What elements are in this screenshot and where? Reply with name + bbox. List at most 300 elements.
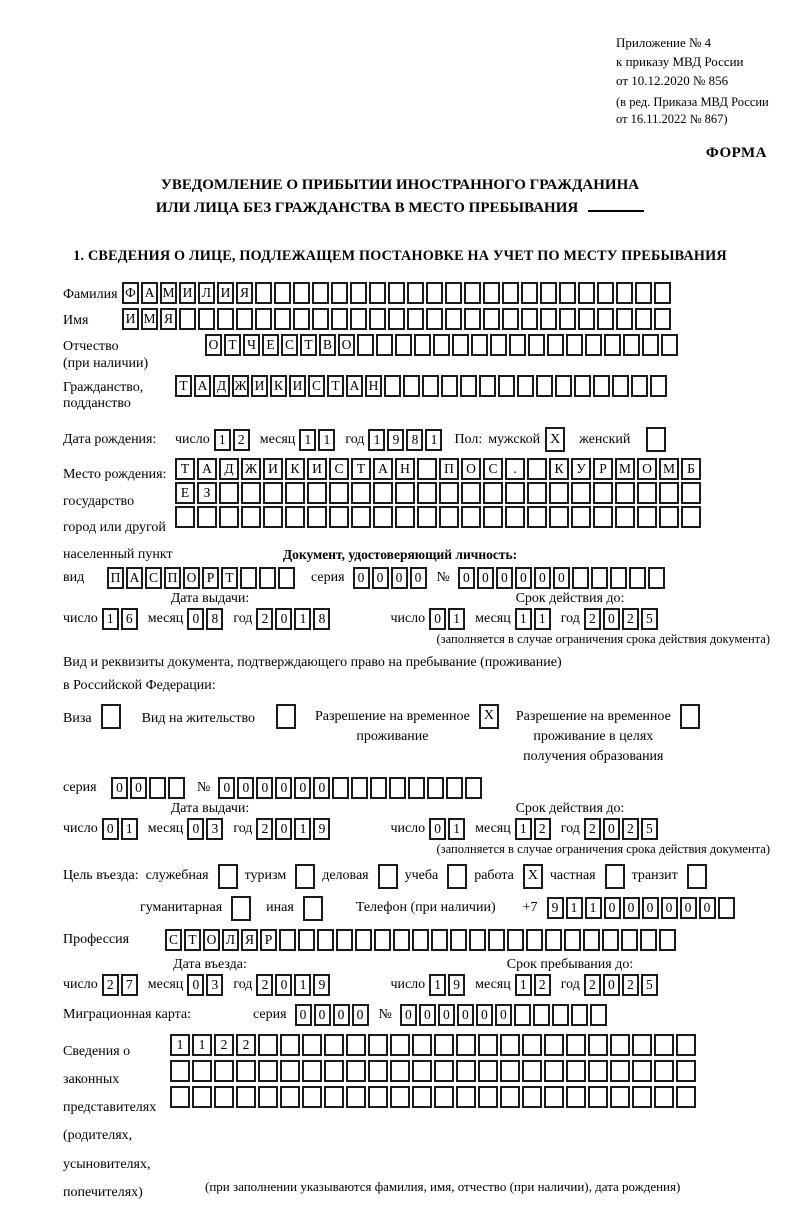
char-box[interactable]: 0 [275, 974, 292, 996]
char-box[interactable] [412, 1060, 432, 1082]
char-box[interactable]: 0 [603, 608, 620, 630]
char-box[interactable] [434, 1034, 454, 1056]
char-box[interactable] [368, 1034, 388, 1056]
char-box[interactable]: 0 [515, 567, 532, 589]
char-box[interactable] [369, 282, 386, 304]
char-box[interactable] [593, 506, 613, 528]
char-box[interactable] [168, 777, 185, 799]
char-box[interactable] [368, 1060, 388, 1082]
char-box[interactable] [312, 282, 329, 304]
char-box[interactable] [540, 308, 557, 330]
char-box[interactable]: С [281, 334, 298, 356]
char-box[interactable] [278, 567, 295, 589]
char-box[interactable] [483, 482, 503, 504]
char-box[interactable] [522, 1060, 542, 1082]
char-box[interactable]: 9 [313, 818, 330, 840]
char-box[interactable] [527, 458, 547, 480]
char-box[interactable]: О [183, 567, 200, 589]
char-box[interactable]: 0 [314, 1004, 331, 1026]
char-box[interactable] [198, 308, 215, 330]
char-box[interactable] [602, 929, 619, 951]
char-box[interactable]: К [285, 458, 305, 480]
char-box[interactable] [317, 929, 334, 951]
char-box[interactable] [681, 482, 701, 504]
residence-permit-checkbox[interactable] [276, 704, 296, 729]
sex-male-checkbox[interactable]: X [545, 427, 565, 452]
char-box[interactable] [324, 1060, 344, 1082]
char-box[interactable]: 2 [256, 974, 273, 996]
char-box[interactable]: Л [222, 929, 239, 951]
char-box[interactable]: 1 [294, 974, 311, 996]
char-box[interactable] [528, 334, 545, 356]
char-box[interactable]: О [338, 334, 355, 356]
char-box[interactable]: 1 [368, 429, 385, 451]
char-box[interactable]: 0 [187, 974, 204, 996]
char-box[interactable]: С [329, 458, 349, 480]
char-box[interactable]: 2 [622, 818, 639, 840]
char-box[interactable]: 0 [495, 1004, 512, 1026]
char-box[interactable] [659, 506, 679, 528]
char-box[interactable] [505, 506, 525, 528]
char-box[interactable] [263, 506, 283, 528]
char-box[interactable] [571, 482, 591, 504]
char-box[interactable]: С [483, 458, 503, 480]
char-box[interactable] [331, 308, 348, 330]
char-box[interactable] [217, 308, 234, 330]
char-box[interactable] [500, 1086, 520, 1108]
char-box[interactable] [219, 482, 239, 504]
char-box[interactable] [170, 1086, 190, 1108]
char-box[interactable] [616, 282, 633, 304]
char-box[interactable] [302, 1086, 322, 1108]
char-box[interactable]: 8 [406, 429, 423, 451]
char-box[interactable] [445, 308, 462, 330]
char-box[interactable]: 0 [603, 818, 620, 840]
char-box[interactable] [280, 1086, 300, 1108]
char-box[interactable] [478, 1034, 498, 1056]
char-box[interactable]: И [263, 458, 283, 480]
char-box[interactable] [593, 375, 610, 397]
char-box[interactable] [259, 567, 276, 589]
char-box[interactable] [559, 282, 576, 304]
char-box[interactable] [258, 1034, 278, 1056]
char-box[interactable]: 0 [458, 567, 475, 589]
char-box[interactable]: Ж [232, 375, 249, 397]
char-box[interactable] [373, 506, 393, 528]
char-box[interactable] [478, 1060, 498, 1082]
char-box[interactable] [285, 482, 305, 504]
char-box[interactable]: 2 [214, 1034, 234, 1056]
char-box[interactable] [280, 1034, 300, 1056]
char-box[interactable] [676, 1060, 696, 1082]
char-box[interactable] [547, 334, 564, 356]
char-box[interactable]: 5 [641, 608, 658, 630]
char-box[interactable] [329, 482, 349, 504]
char-box[interactable]: Е [262, 334, 279, 356]
char-box[interactable]: З [197, 482, 217, 504]
char-box[interactable] [640, 929, 657, 951]
char-box[interactable] [610, 1086, 630, 1108]
temp-residence-checkbox[interactable]: X [479, 704, 499, 729]
char-box[interactable] [179, 308, 196, 330]
char-box[interactable] [312, 308, 329, 330]
char-box[interactable]: 9 [448, 974, 465, 996]
char-box[interactable]: 0 [218, 777, 235, 799]
char-box[interactable] [298, 929, 315, 951]
char-box[interactable] [427, 777, 444, 799]
char-box[interactable]: 0 [294, 777, 311, 799]
char-box[interactable] [615, 506, 635, 528]
char-box[interactable]: 2 [584, 974, 601, 996]
char-box[interactable] [637, 482, 657, 504]
char-box[interactable]: 0 [476, 1004, 493, 1026]
char-box[interactable]: 2 [534, 974, 551, 996]
char-box[interactable]: Т [175, 375, 192, 397]
char-box[interactable]: 2 [233, 429, 250, 451]
char-box[interactable]: И [251, 375, 268, 397]
char-box[interactable] [389, 777, 406, 799]
char-box[interactable] [351, 506, 371, 528]
char-box[interactable]: Т [184, 929, 201, 951]
char-box[interactable] [456, 1034, 476, 1056]
char-box[interactable] [285, 506, 305, 528]
char-box[interactable] [445, 282, 462, 304]
char-box[interactable] [521, 308, 538, 330]
char-box[interactable] [469, 929, 486, 951]
char-box[interactable]: Р [260, 929, 277, 951]
char-box[interactable] [676, 1086, 696, 1108]
char-box[interactable]: 1 [515, 608, 532, 630]
char-box[interactable] [635, 282, 652, 304]
char-box[interactable]: Н [365, 375, 382, 397]
char-box[interactable]: Я [236, 282, 253, 304]
char-box[interactable]: В [319, 334, 336, 356]
char-box[interactable]: 0 [410, 567, 427, 589]
char-box[interactable] [654, 1060, 674, 1082]
char-box[interactable] [544, 1060, 564, 1082]
char-box[interactable] [718, 897, 735, 919]
char-box[interactable]: Я [241, 929, 258, 951]
char-box[interactable] [346, 1060, 366, 1082]
char-box[interactable] [450, 929, 467, 951]
char-box[interactable] [536, 375, 553, 397]
char-box[interactable] [324, 1086, 344, 1108]
char-box[interactable] [307, 506, 327, 528]
char-box[interactable]: 0 [642, 897, 659, 919]
char-box[interactable]: 1 [170, 1034, 190, 1056]
purpose-humanitarian-checkbox[interactable] [231, 896, 251, 921]
char-box[interactable] [502, 308, 519, 330]
char-box[interactable] [591, 567, 608, 589]
char-box[interactable]: А [194, 375, 211, 397]
char-box[interactable] [414, 334, 431, 356]
char-box[interactable] [597, 308, 614, 330]
char-box[interactable] [593, 482, 613, 504]
char-box[interactable]: 1 [214, 429, 231, 451]
char-box[interactable]: А [346, 375, 363, 397]
char-box[interactable]: 0 [699, 897, 716, 919]
char-box[interactable] [426, 308, 443, 330]
char-box[interactable] [478, 1086, 498, 1108]
char-box[interactable] [263, 482, 283, 504]
char-box[interactable]: 3 [206, 974, 223, 996]
char-box[interactable] [355, 929, 372, 951]
char-box[interactable]: 0 [130, 777, 147, 799]
char-box[interactable] [407, 308, 424, 330]
char-box[interactable]: 6 [121, 608, 138, 630]
char-box[interactable] [588, 1034, 608, 1056]
char-box[interactable] [527, 506, 547, 528]
char-box[interactable] [500, 1034, 520, 1056]
char-box[interactable] [549, 506, 569, 528]
char-box[interactable]: 0 [295, 1004, 312, 1026]
char-box[interactable]: 3 [206, 818, 223, 840]
char-box[interactable] [650, 375, 667, 397]
char-box[interactable] [522, 1034, 542, 1056]
char-box[interactable]: М [141, 308, 158, 330]
char-box[interactable]: 1 [515, 974, 532, 996]
char-box[interactable] [509, 334, 526, 356]
char-box[interactable]: 1 [448, 818, 465, 840]
char-box[interactable]: И [217, 282, 234, 304]
char-box[interactable] [574, 375, 591, 397]
char-box[interactable] [258, 1060, 278, 1082]
char-box[interactable] [572, 567, 589, 589]
char-box[interactable]: О [203, 929, 220, 951]
char-box[interactable]: О [461, 458, 481, 480]
char-box[interactable] [610, 1034, 630, 1056]
char-box[interactable] [241, 506, 261, 528]
char-box[interactable]: С [308, 375, 325, 397]
char-box[interactable] [417, 482, 437, 504]
char-box[interactable] [214, 1060, 234, 1082]
char-box[interactable]: Т [327, 375, 344, 397]
char-box[interactable]: 2 [256, 818, 273, 840]
char-box[interactable]: С [145, 567, 162, 589]
purpose-private-checkbox[interactable] [605, 864, 625, 889]
char-box[interactable] [654, 308, 671, 330]
char-box[interactable]: 1 [318, 429, 335, 451]
char-box[interactable] [384, 375, 401, 397]
char-box[interactable]: 0 [400, 1004, 417, 1026]
char-box[interactable]: 2 [102, 974, 119, 996]
char-box[interactable] [488, 929, 505, 951]
char-box[interactable] [403, 375, 420, 397]
char-box[interactable]: 0 [680, 897, 697, 919]
char-box[interactable]: 2 [584, 818, 601, 840]
char-box[interactable]: К [270, 375, 287, 397]
char-box[interactable] [192, 1060, 212, 1082]
char-box[interactable]: П [439, 458, 459, 480]
char-box[interactable] [610, 567, 627, 589]
char-box[interactable] [544, 1034, 564, 1056]
char-box[interactable] [555, 375, 572, 397]
char-box[interactable] [578, 282, 595, 304]
char-box[interactable] [629, 567, 646, 589]
char-box[interactable] [588, 1086, 608, 1108]
char-box[interactable] [490, 334, 507, 356]
purpose-official-checkbox[interactable] [218, 864, 238, 889]
char-box[interactable] [471, 334, 488, 356]
char-box[interactable] [351, 482, 371, 504]
char-box[interactable] [395, 506, 415, 528]
char-box[interactable] [412, 929, 429, 951]
char-box[interactable] [604, 334, 621, 356]
char-box[interactable]: П [164, 567, 181, 589]
char-box[interactable] [661, 334, 678, 356]
char-box[interactable]: 0 [333, 1004, 350, 1026]
char-box[interactable] [648, 567, 665, 589]
char-box[interactable] [149, 777, 166, 799]
char-box[interactable] [585, 334, 602, 356]
char-box[interactable]: 0 [419, 1004, 436, 1026]
char-box[interactable] [566, 334, 583, 356]
char-box[interactable] [632, 1034, 652, 1056]
char-box[interactable] [390, 1060, 410, 1082]
char-box[interactable] [395, 334, 412, 356]
char-box[interactable] [393, 929, 410, 951]
char-box[interactable] [500, 1060, 520, 1082]
edu-residence-checkbox[interactable] [680, 704, 700, 729]
char-box[interactable] [192, 1086, 212, 1108]
char-box[interactable]: 9 [547, 897, 564, 919]
char-box[interactable]: 1 [425, 429, 442, 451]
char-box[interactable] [659, 482, 679, 504]
char-box[interactable]: 2 [622, 974, 639, 996]
char-box[interactable]: . [505, 458, 525, 480]
char-box[interactable] [632, 1060, 652, 1082]
char-box[interactable]: 1 [566, 897, 583, 919]
char-box[interactable] [578, 308, 595, 330]
char-box[interactable] [170, 1060, 190, 1082]
char-box[interactable]: 8 [206, 608, 223, 630]
char-box[interactable]: 1 [585, 897, 602, 919]
char-box[interactable] [441, 375, 458, 397]
char-box[interactable] [514, 1004, 531, 1026]
char-box[interactable]: 0 [429, 608, 446, 630]
char-box[interactable]: Н [395, 458, 415, 480]
char-box[interactable]: Д [219, 458, 239, 480]
char-box[interactable] [654, 1034, 674, 1056]
char-box[interactable]: А [141, 282, 158, 304]
char-box[interactable] [456, 1086, 476, 1108]
char-box[interactable]: О [637, 458, 657, 480]
char-box[interactable]: 0 [275, 777, 292, 799]
char-box[interactable] [302, 1060, 322, 1082]
char-box[interactable] [612, 375, 629, 397]
char-box[interactable] [241, 482, 261, 504]
char-box[interactable]: Т [175, 458, 195, 480]
char-box[interactable] [533, 1004, 550, 1026]
char-box[interactable] [461, 482, 481, 504]
char-box[interactable]: А [126, 567, 143, 589]
char-box[interactable]: К [549, 458, 569, 480]
char-box[interactable] [566, 1086, 586, 1108]
purpose-business-checkbox[interactable] [378, 864, 398, 889]
char-box[interactable]: 0 [438, 1004, 455, 1026]
char-box[interactable] [336, 929, 353, 951]
char-box[interactable]: 1 [121, 818, 138, 840]
char-box[interactable]: 2 [584, 608, 601, 630]
char-box[interactable] [351, 777, 368, 799]
char-box[interactable] [549, 482, 569, 504]
char-box[interactable]: 7 [121, 974, 138, 996]
char-box[interactable] [302, 1034, 322, 1056]
char-box[interactable] [452, 334, 469, 356]
char-box[interactable] [610, 1060, 630, 1082]
char-box[interactable] [583, 929, 600, 951]
char-box[interactable]: 1 [534, 608, 551, 630]
char-box[interactable] [635, 308, 652, 330]
char-box[interactable] [659, 929, 676, 951]
char-box[interactable]: Т [224, 334, 241, 356]
char-box[interactable] [566, 1060, 586, 1082]
char-box[interactable] [329, 506, 349, 528]
char-box[interactable]: Ж [241, 458, 261, 480]
char-box[interactable] [434, 1086, 454, 1108]
char-box[interactable] [407, 282, 424, 304]
char-box[interactable]: 0 [111, 777, 128, 799]
char-box[interactable] [526, 929, 543, 951]
char-box[interactable] [521, 282, 538, 304]
char-box[interactable] [236, 1060, 256, 1082]
char-box[interactable] [274, 308, 291, 330]
char-box[interactable]: 8 [313, 608, 330, 630]
char-box[interactable] [293, 308, 310, 330]
char-box[interactable]: 1 [429, 974, 446, 996]
char-box[interactable] [376, 334, 393, 356]
char-box[interactable]: 0 [275, 818, 292, 840]
char-box[interactable] [590, 1004, 607, 1026]
char-box[interactable] [623, 334, 640, 356]
char-box[interactable] [498, 375, 515, 397]
char-box[interactable] [390, 1034, 410, 1056]
char-box[interactable] [197, 506, 217, 528]
char-box[interactable] [439, 482, 459, 504]
char-box[interactable]: У [571, 458, 591, 480]
char-box[interactable] [390, 1086, 410, 1108]
char-box[interactable]: 1 [294, 818, 311, 840]
char-box[interactable]: А [197, 458, 217, 480]
char-box[interactable]: 0 [187, 818, 204, 840]
char-box[interactable] [324, 1034, 344, 1056]
char-box[interactable]: П [107, 567, 124, 589]
char-box[interactable] [597, 282, 614, 304]
char-box[interactable]: Р [202, 567, 219, 589]
char-box[interactable]: 0 [553, 567, 570, 589]
char-box[interactable] [332, 777, 349, 799]
char-box[interactable]: 0 [352, 1004, 369, 1026]
char-box[interactable]: 2 [534, 818, 551, 840]
char-box[interactable]: И [289, 375, 306, 397]
purpose-study-checkbox[interactable] [447, 864, 467, 889]
char-box[interactable] [502, 282, 519, 304]
char-box[interactable] [426, 282, 443, 304]
char-box[interactable]: 1 [299, 429, 316, 451]
char-box[interactable]: 2 [622, 608, 639, 630]
char-box[interactable] [236, 1086, 256, 1108]
char-box[interactable] [465, 777, 482, 799]
char-box[interactable]: 5 [641, 818, 658, 840]
char-box[interactable]: 0 [256, 777, 273, 799]
char-box[interactable]: М [659, 458, 679, 480]
char-box[interactable]: 0 [275, 608, 292, 630]
char-box[interactable] [681, 506, 701, 528]
char-box[interactable] [464, 308, 481, 330]
char-box[interactable] [293, 282, 310, 304]
char-box[interactable]: 0 [391, 567, 408, 589]
char-box[interactable]: С [165, 929, 182, 951]
